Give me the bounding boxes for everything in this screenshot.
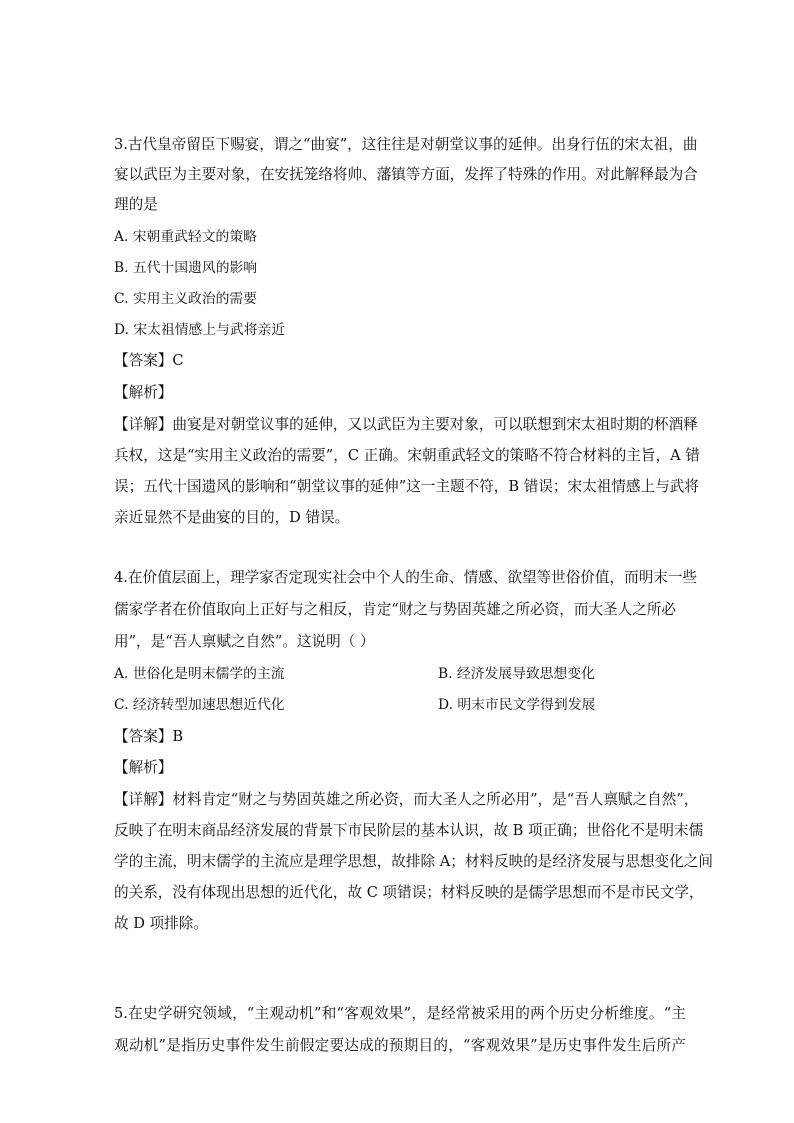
question-4-option-c: C. 经济转型加速思想近代化 xyxy=(114,697,285,713)
question-4-option-a: A. 世俗化是明末儒学的主流 xyxy=(114,666,285,682)
question-4-detail-line-4: 的关系，没有体现出思想的近代化，故 C 项错误；材料反映的是儒学思想而不是市民文学， xyxy=(114,884,704,901)
question-3-detail-line-4: 亲近显然不是曲宴的目的，D 错误。 xyxy=(114,509,350,526)
question-4-answer: 【答案】B xyxy=(114,728,184,745)
question-3-option-d: D. 宋太祖情感上与武将亲近 xyxy=(114,322,286,338)
question-3-option-b: B. 五代十国遗风的影响 xyxy=(114,260,258,276)
question-4-stem-line-3: 用”，是“吾人禀赋之自然”。这说明（ ） xyxy=(114,633,375,650)
question-3-answer: 【答案】C xyxy=(114,352,184,369)
question-4-detail-line-2: 反映了在明末商品经济发展的背景下市民阶层的基本认识，故 B 项正确；世俗化不是明末儒 xyxy=(114,822,704,839)
question-3-analysis-heading: 【解析】 xyxy=(114,384,173,401)
question-4-option-d: D. 明末市民文学得到发展 xyxy=(438,697,596,713)
question-3-detail-line-1: 【详解】曲宴是对朝堂议事的延伸，又以武臣为主要对象，可以联想到宋太祖时期的杯酒释 xyxy=(114,416,698,433)
question-3-detail-line-3: 误；五代十国遗风的影响和“朝堂议事的延伸”这一主题不符，B 错误；宋太祖情感上与武将 xyxy=(114,478,699,495)
question-5-stem-line-1: 5.在史学研究领域，“主观动机”和“客观效果”，是经常被采用的两个历史分析维度。“主 xyxy=(114,1005,686,1022)
question-3-stem-line-3: 理的是 xyxy=(114,196,158,213)
question-4-stem-line-2: 儒家学者在价值取向上正好与之相反，肯定“财之与势固英雄之所必资，而大圣人之所必 xyxy=(114,601,677,618)
question-5-stem-line-2: 观动机”是指历史事件发生前假定要达成的预期目的，“客观效果”是历史事件发生后所产 xyxy=(114,1037,686,1054)
question-3-detail-line-2: 兵权，这是“实用主义政治的需要”，C 正确。宋朝重武轻文的策略不符合材料的主旨，A 错 xyxy=(114,447,700,464)
question-4-detail-line-5: 故 D 项排除。 xyxy=(114,915,208,932)
question-4-stem-line-1: 4.在价值层面上，理学家否定现实社会中个人的生命、情感、欲望等世俗价值，而明末一些 xyxy=(114,569,698,586)
question-3-stem-line-2: 宴以武臣为主要对象，在安抚笼络将帅、藩镇等方面，发挥了特殊的作用。对此解释最为合 xyxy=(114,166,698,183)
question-4-detail-line-1: 【详解】材料肯定“财之与势固英雄之所必资，而大圣人之所必用”，是“吾人禀赋之自然”， xyxy=(114,791,699,808)
question-4-analysis-heading: 【解析】 xyxy=(114,759,173,776)
question-3-option-a: A. 宋朝重武轻文的策略 xyxy=(114,229,257,245)
question-4-detail-line-3: 学的主流，明末儒学的主流应是理学思想，故排除 A；材料反映的是经济发展与思想变化之间 xyxy=(114,853,713,870)
question-4-option-b: B. 经济发展导致思想变化 xyxy=(438,666,595,682)
question-3-option-c: C. 实用主义政治的需要 xyxy=(114,291,258,307)
question-3-stem-line-1: 3.古代皇帝留臣下赐宴，谓之“曲宴”，这往往是对朝堂议事的延伸。出身行伍的宋太祖，曲 xyxy=(114,136,698,153)
